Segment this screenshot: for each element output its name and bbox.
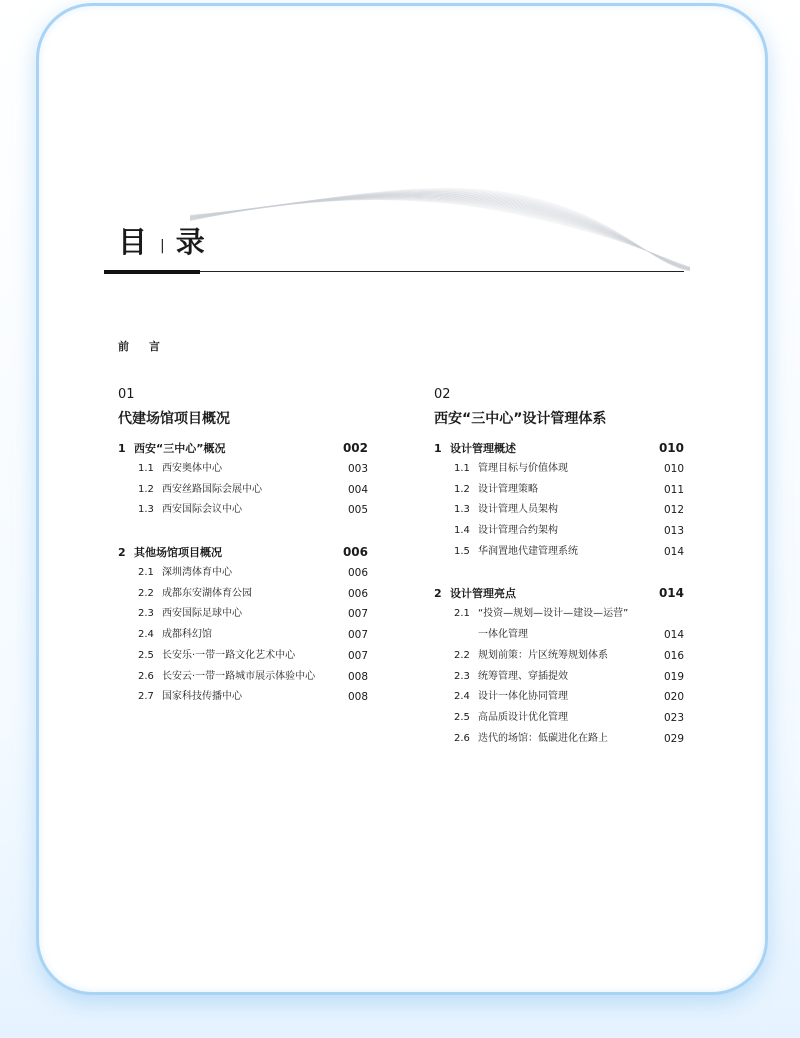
section-number: 1.1 bbox=[138, 463, 154, 474]
chapter-page: 002 bbox=[342, 441, 368, 455]
section-number: 1.2 bbox=[138, 483, 154, 495]
section-label bbox=[118, 604, 242, 625]
toc-section-entry[interactable] bbox=[118, 500, 368, 521]
section-label bbox=[118, 500, 242, 521]
toc-section-entry[interactable] bbox=[434, 646, 684, 667]
part-number: 02 bbox=[434, 387, 451, 402]
section-page: 013 bbox=[663, 525, 684, 538]
section-label bbox=[434, 667, 568, 688]
section-title: 长安云·一带一路城市展示体验中心 bbox=[162, 670, 316, 682]
toc-section-entry[interactable] bbox=[118, 563, 368, 584]
section-label bbox=[118, 646, 295, 667]
section-number: 2.4 bbox=[454, 691, 470, 703]
section-title: 成都科幻馆 bbox=[162, 629, 212, 641]
section-label bbox=[434, 708, 568, 729]
section-title: 设计管理策略 bbox=[478, 483, 538, 495]
section-number: 2.7 bbox=[138, 691, 154, 703]
section-page: 014 bbox=[663, 545, 684, 558]
section-page: 020 bbox=[663, 691, 684, 704]
section-page: 008 bbox=[347, 691, 368, 704]
section-number: 1.3 bbox=[138, 504, 154, 516]
section-title: 西安国际会议中心 bbox=[162, 504, 242, 516]
section-label bbox=[434, 500, 558, 521]
toc-part-01 bbox=[118, 387, 368, 708]
section-number: 2.6 bbox=[454, 732, 470, 744]
chapter-number: 1 bbox=[118, 442, 126, 455]
toc-preface-entry[interactable]: 前 言 bbox=[118, 340, 168, 353]
section-number: 2.1 bbox=[454, 608, 470, 620]
toc-section-entry[interactable] bbox=[118, 604, 368, 625]
section-label bbox=[434, 604, 628, 625]
section-page: 011 bbox=[663, 483, 684, 496]
chapter-title: 西安“三中心”概况 bbox=[134, 442, 226, 455]
section-page: 006 bbox=[347, 587, 368, 600]
section-title: 设计管理合约架构 bbox=[478, 525, 558, 537]
section-label bbox=[118, 584, 252, 605]
heading-char-1: 目 bbox=[118, 225, 148, 259]
section-page: 023 bbox=[663, 711, 684, 724]
section-label bbox=[434, 646, 608, 667]
section-title: 西安国际足球中心 bbox=[162, 608, 242, 620]
toc-section-entry[interactable] bbox=[118, 584, 368, 605]
wave-line bbox=[190, 188, 690, 271]
toc-section-entry[interactable] bbox=[434, 625, 684, 646]
chapter-title: 设计管理概述 bbox=[450, 442, 516, 455]
section-title: 一体化管理 bbox=[478, 629, 528, 641]
section-title: 成都东安湖体育公园 bbox=[162, 587, 252, 599]
toc-section-entry[interactable] bbox=[434, 542, 684, 563]
section-title: 西安奥体中心 bbox=[162, 463, 222, 474]
chapter-page: 006 bbox=[342, 545, 368, 560]
section-label bbox=[434, 480, 538, 501]
section-label bbox=[434, 521, 558, 542]
section-number: 2.2 bbox=[454, 649, 470, 661]
section-number: 2.6 bbox=[138, 670, 154, 682]
section-label bbox=[434, 625, 528, 646]
chapter-list bbox=[434, 438, 684, 749]
chapter-number: 2 bbox=[434, 587, 442, 601]
toc-chapter-entry[interactable] bbox=[434, 438, 684, 459]
toc-section-entry[interactable] bbox=[434, 480, 684, 501]
section-number: 1.3 bbox=[454, 504, 470, 516]
section-label bbox=[118, 625, 212, 646]
section-number: 2.1 bbox=[138, 567, 154, 579]
part-title[interactable]: 代建场馆项目概况 bbox=[118, 411, 230, 427]
section-page: 007 bbox=[347, 608, 368, 621]
section-page: 006 bbox=[347, 567, 368, 580]
section-page: 014 bbox=[663, 629, 684, 642]
section-title: 统筹管理、穿插提效 bbox=[478, 670, 568, 682]
section-label bbox=[434, 459, 568, 480]
toc-section-entry[interactable] bbox=[118, 459, 368, 480]
toc-section-entry[interactable] bbox=[434, 667, 684, 688]
heading-separator: | bbox=[160, 238, 165, 254]
decorative-wave-lines bbox=[190, 165, 690, 275]
toc-section-entry[interactable] bbox=[434, 604, 684, 625]
toc-chapter-entry[interactable] bbox=[118, 542, 368, 563]
section-page: 008 bbox=[347, 670, 368, 683]
toc-section-entry[interactable] bbox=[118, 646, 368, 667]
chapter-page: 010 bbox=[658, 441, 684, 455]
section-label bbox=[434, 542, 578, 563]
toc-section-entry[interactable] bbox=[434, 459, 684, 480]
section-page: 019 bbox=[663, 670, 684, 683]
toc-section-entry[interactable] bbox=[434, 729, 684, 750]
section-label bbox=[118, 563, 232, 584]
section-title: 设计一体化协同管理 bbox=[478, 691, 568, 703]
section-number: 2.2 bbox=[138, 587, 154, 599]
section-title: 设计管理人员架构 bbox=[478, 504, 558, 516]
section-title: 迭代的场馆：低碳进化在路上 bbox=[478, 732, 608, 744]
toc-chapter-entry[interactable] bbox=[118, 438, 368, 459]
chapter-label bbox=[434, 583, 516, 604]
section-title: 规划前策：片区统筹规划体系 bbox=[478, 649, 608, 661]
chapter-label bbox=[118, 542, 222, 563]
section-title: 管理目标与价值体现 bbox=[478, 463, 568, 474]
chapter-title: 其他场馆项目概况 bbox=[134, 546, 222, 560]
toc-section-entry[interactable] bbox=[434, 521, 684, 542]
section-number: 2.3 bbox=[138, 608, 154, 620]
heading-rule-accent bbox=[104, 270, 200, 274]
section-number: 1.5 bbox=[454, 545, 470, 557]
section-number: 2.4 bbox=[138, 629, 154, 641]
section-title: 国家科技传播中心 bbox=[162, 691, 242, 703]
toc-section-entry[interactable] bbox=[118, 687, 368, 708]
section-number bbox=[454, 625, 478, 646]
chapter-list bbox=[118, 438, 368, 708]
chapter-label bbox=[434, 438, 516, 459]
section-title: 华润置地代建管理系统 bbox=[478, 545, 578, 557]
section-page: 029 bbox=[663, 732, 684, 745]
chapter-page: 014 bbox=[658, 586, 684, 601]
chapter-number: 1 bbox=[434, 442, 442, 455]
section-label bbox=[118, 687, 242, 708]
section-label bbox=[434, 729, 608, 750]
toc-section-entry[interactable] bbox=[118, 667, 368, 688]
section-page: 004 bbox=[347, 483, 368, 496]
section-label bbox=[434, 687, 568, 708]
section-title: 西安丝路国际会展中心 bbox=[162, 483, 262, 495]
toc-chapter-entry[interactable] bbox=[434, 583, 684, 604]
part-number: 01 bbox=[118, 387, 135, 402]
section-number: 1.2 bbox=[454, 483, 470, 495]
part-title[interactable]: 西安“三中心”设计管理体系 bbox=[434, 411, 607, 427]
chapter-label bbox=[118, 438, 225, 459]
section-label bbox=[118, 459, 222, 480]
section-page: 003 bbox=[347, 463, 368, 475]
toc-heading bbox=[118, 225, 205, 259]
section-title: “投资—规划—设计—建设—运营” bbox=[478, 608, 629, 620]
section-label bbox=[118, 667, 315, 688]
section-number: 2.5 bbox=[138, 649, 154, 661]
toc-section-entry[interactable] bbox=[434, 708, 684, 729]
section-page: 012 bbox=[663, 504, 684, 517]
toc-section-entry[interactable] bbox=[118, 480, 368, 501]
section-title: 长安乐·一带一路文化艺术中心 bbox=[162, 649, 296, 661]
section-number: 1.4 bbox=[454, 525, 470, 537]
section-page: 016 bbox=[663, 649, 684, 662]
chapter-title: 设计管理亮点 bbox=[450, 587, 516, 601]
section-title: 深圳湾体育中心 bbox=[162, 567, 232, 579]
toc-part-02 bbox=[434, 387, 684, 749]
section-number: 1.1 bbox=[454, 463, 470, 474]
section-label bbox=[118, 480, 262, 501]
section-page: 010 bbox=[663, 463, 684, 475]
heading-char-2: 录 bbox=[175, 225, 205, 259]
toc-section-entry[interactable] bbox=[434, 500, 684, 521]
section-number: 2.5 bbox=[454, 711, 470, 723]
chapter-number: 2 bbox=[118, 546, 126, 560]
section-number: 2.3 bbox=[454, 670, 470, 682]
section-page: 007 bbox=[347, 629, 368, 642]
toc-section-entry[interactable] bbox=[434, 687, 684, 708]
section-page: 007 bbox=[347, 649, 368, 662]
section-page: 005 bbox=[347, 504, 368, 517]
toc-section-entry[interactable] bbox=[118, 625, 368, 646]
section-title: 高品质设计优化管理 bbox=[478, 711, 568, 723]
